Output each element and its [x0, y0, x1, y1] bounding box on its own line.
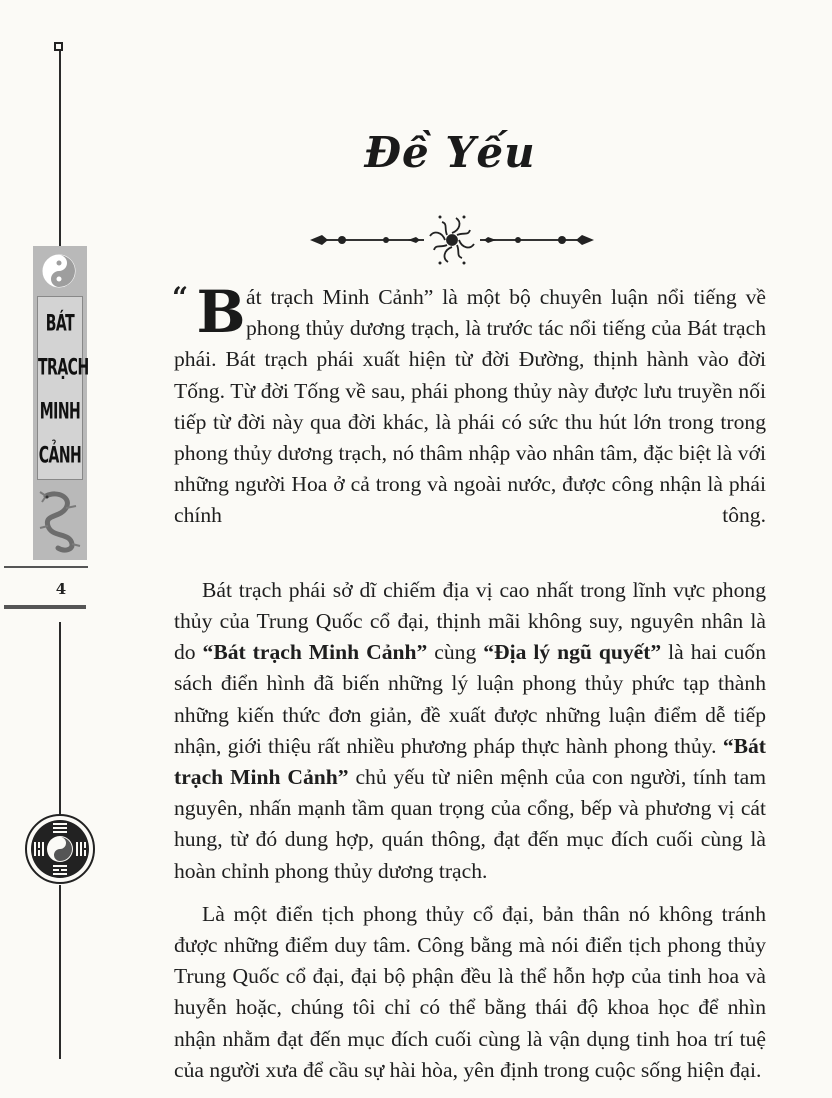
- book-title-bold: “Địa lý ngũ quyết”: [483, 640, 662, 665]
- paragraph-text: cùng: [427, 640, 484, 665]
- side-title-line: BÁT: [45, 311, 75, 337]
- paragraph-third: [174, 899, 766, 1086]
- drop-cap-text: B: [196, 278, 246, 346]
- dragon-icon: [36, 488, 84, 554]
- paragraph-text: chủ yếu từ niên mệnh của con người, tính tam nguyên, nhấn mạnh tầm quan trọng của cổng, bếp và phương vị cát hung, từ đó dung hợp, quán thông, đạt đến mục đích cuối cùng là hoàn chỉnh phong thủy dương trạch.: [174, 765, 766, 883]
- bagua-icon: [24, 813, 96, 885]
- body-text: [172, 278, 767, 1098]
- chapter-title: Đề Yếu: [364, 128, 536, 177]
- opening-quote: “: [172, 281, 189, 314]
- margin-line-middle: [59, 622, 61, 814]
- paragraph-text: Bát trạch phái sở dĩ chiếm địa vị cao nhất trong lĩnh vực phong thủy của Trung Quốc cổ đại, thịnh mãi không suy, nguyên nhân là do: [174, 577, 766, 665]
- book-title-bold: “Bát trạch Minh Cảnh”: [174, 733, 766, 790]
- side-book-title: [37, 296, 89, 480]
- yin-yang-icon: [42, 254, 76, 288]
- drop-cap-letter: [196, 278, 246, 346]
- book-title-bold: “Bát trạch Minh Cảnh”: [202, 640, 428, 665]
- paragraph-text: Là một điển tịch phong thủy cổ đại, bản thân nó không tránh được những điểm duy tâm. Công bằng mà nói điển tịch phong thủy Trung Quốc cổ đại, đại bộ phận đều là thể hỗn hợp của tinh hoa và huyễn hoặc, chúng tôi chỉ có thể bằng thái độ khoa học để nhìn nhận nhằm đạt đến mục đích cuối cùng là vận dụng tinh hoa trí tuệ của người xưa để cầu sự hài hòa, yên định trong cuộc sống hiện đại.: [174, 901, 766, 1082]
- margin-line-bottom: [59, 885, 61, 1059]
- side-title-line: TRẠCH: [38, 355, 89, 381]
- paragraph-text: là hai cuốn sách điển hình đã biến những lý luận phong thủy phức tạp thành những kiến thức đơn giản, đề xuất được những luận điểm dễ tiếp nhận, giới thiệu rất nhiều phương pháp thực hành phong thủy.: [174, 640, 767, 758]
- page-number: 4: [55, 580, 67, 598]
- side-title-line: MINH: [39, 399, 81, 425]
- paragraph-intro-text: át trạch Minh Cảnh” là một bộ chuyên luận nổi tiếng về phong thủy dương trạch, là trước tác nổi tiếng của Bát trạch phái. Bát trạch phái xuất hiện từ đời Đường, thịnh hành vào đời Tống. Từ đời Tống về sau, phái phong thủy này được lưu truyền nối tiếp từ đời này qua đời khác, là phái có sức thu hút lớn trong trong phong thủy dương trạch, nó thâm nhập vào nhân tâm, đặc biệt là với những người Hoa ở cả trong và ngoài nước, được công nhận là phái chính tông.: [174, 285, 766, 528]
- page-number-rule-top: [4, 566, 88, 568]
- paragraph-intro: [172, 278, 766, 563]
- ornamental-divider: [308, 212, 596, 268]
- side-title-line: CẢNH: [38, 443, 82, 469]
- margin-line-top: [59, 50, 61, 246]
- page-number-rule-bottom: [4, 605, 86, 609]
- paragraph-second: [174, 575, 766, 887]
- margin-square-ornament: [54, 42, 63, 51]
